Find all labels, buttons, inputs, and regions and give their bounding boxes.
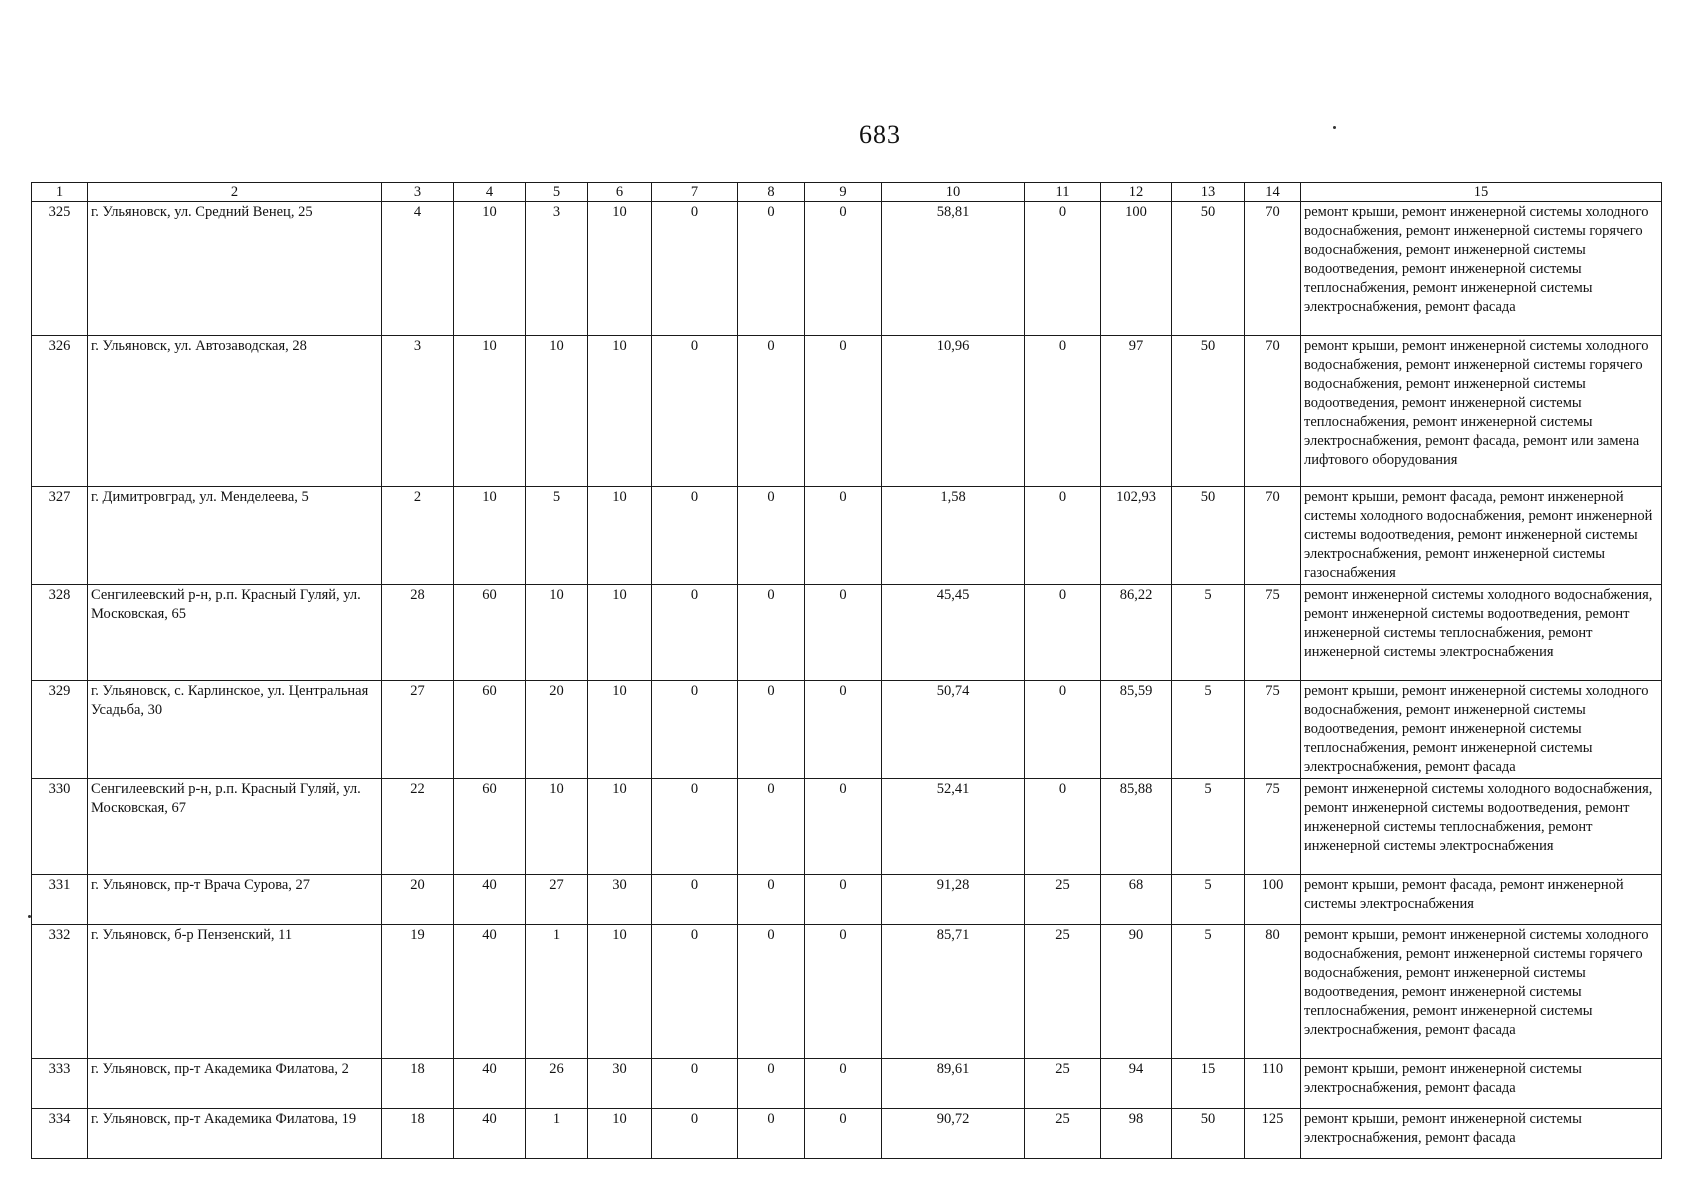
value-cell-11: 25 — [1025, 1059, 1101, 1109]
works-cell: ремонт крыши, ремонт инженерной системы холодного водоснабжения, ремонт инженерной системы горячего водоснабжения, ремонт инженерной системы водоотведения, ремонт инженерной системы теплоснабжения, ремонт инженерной системы электроснабжения, ремонт фасада — [1301, 925, 1662, 1059]
value-cell-3: 2 — [382, 487, 454, 585]
value-cell-9: 0 — [805, 925, 882, 1059]
value-cell-6: 10 — [588, 336, 652, 487]
column-header-11: 11 — [1025, 183, 1101, 202]
value-cell-4: 60 — [454, 681, 526, 779]
row-number-cell: 326 — [32, 336, 88, 487]
row-number-cell: 332 — [32, 925, 88, 1059]
row-number-cell: 334 — [32, 1109, 88, 1159]
value-cell-8: 0 — [738, 487, 805, 585]
works-cell: ремонт крыши, ремонт инженерной системы электроснабжения, ремонт фасада — [1301, 1059, 1662, 1109]
value-cell-7: 0 — [652, 202, 738, 336]
value-cell-7: 0 — [652, 585, 738, 681]
address-cell: Сенгилеевский р-н, р.п. Красный Гуляй, ул. Московская, 67 — [88, 779, 382, 875]
column-header-2: 2 — [88, 183, 382, 202]
value-cell-3: 18 — [382, 1059, 454, 1109]
header-row — [32, 183, 1662, 202]
value-cell-4: 10 — [454, 336, 526, 487]
value-cell-12: 97 — [1101, 336, 1172, 487]
row-number-cell: 330 — [32, 779, 88, 875]
address-cell: г. Димитровград, ул. Менделеева, 5 — [88, 487, 382, 585]
value-cell-3: 27 — [382, 681, 454, 779]
value-cell-8: 0 — [738, 336, 805, 487]
value-cell-8: 0 — [738, 1109, 805, 1159]
value-cell-9: 0 — [805, 202, 882, 336]
value-cell-6: 30 — [588, 875, 652, 925]
value-cell-10: 52,41 — [882, 779, 1025, 875]
value-cell-4: 10 — [454, 202, 526, 336]
value-cell-4: 60 — [454, 585, 526, 681]
column-header-10: 10 — [882, 183, 1025, 202]
value-cell-10: 45,45 — [882, 585, 1025, 681]
row-number-cell: 328 — [32, 585, 88, 681]
value-cell-3: 19 — [382, 925, 454, 1059]
value-cell-5: 1 — [526, 925, 588, 1059]
value-cell-4: 40 — [454, 1109, 526, 1159]
value-cell-4: 10 — [454, 487, 526, 585]
value-cell-12: 98 — [1101, 1109, 1172, 1159]
value-cell-5: 26 — [526, 1059, 588, 1109]
address-cell: г. Ульяновск, пр-т Академика Филатова, 19 — [88, 1109, 382, 1159]
value-cell-11: 0 — [1025, 585, 1101, 681]
value-cell-13: 5 — [1172, 925, 1245, 1059]
scan-speck — [1333, 126, 1336, 129]
scan-speck — [28, 915, 31, 918]
address-cell: г. Ульяновск, ул. Автозаводская, 28 — [88, 336, 382, 487]
column-header-9: 9 — [805, 183, 882, 202]
value-cell-9: 0 — [805, 1059, 882, 1109]
value-cell-13: 50 — [1172, 487, 1245, 585]
column-header-15: 15 — [1301, 183, 1662, 202]
value-cell-11: 25 — [1025, 875, 1101, 925]
value-cell-5: 10 — [526, 585, 588, 681]
value-cell-5: 27 — [526, 875, 588, 925]
value-cell-10: 50,74 — [882, 681, 1025, 779]
value-cell-12: 90 — [1101, 925, 1172, 1059]
value-cell-14: 70 — [1245, 487, 1301, 585]
value-cell-10: 10,96 — [882, 336, 1025, 487]
address-cell: г. Ульяновск, пр-т Академика Филатова, 2 — [88, 1059, 382, 1109]
address-cell: Сенгилеевский р-н, р.п. Красный Гуляй, ул. Московская, 65 — [88, 585, 382, 681]
column-header-1: 1 — [32, 183, 88, 202]
column-header-14: 14 — [1245, 183, 1301, 202]
value-cell-12: 100 — [1101, 202, 1172, 336]
value-cell-9: 0 — [805, 336, 882, 487]
value-cell-14: 70 — [1245, 202, 1301, 336]
works-cell: ремонт инженерной системы холодного водоснабжения, ремонт инженерной системы водоотведения, ремонт инженерной системы теплоснабжения, ремонт инженерной системы электроснабжения — [1301, 585, 1662, 681]
column-header-4: 4 — [454, 183, 526, 202]
value-cell-11: 0 — [1025, 681, 1101, 779]
value-cell-7: 0 — [652, 1109, 738, 1159]
value-cell-14: 80 — [1245, 925, 1301, 1059]
works-cell: ремонт инженерной системы холодного водоснабжения, ремонт инженерной системы водоотведения, ремонт инженерной системы теплоснабжения, ремонт инженерной системы электроснабжения — [1301, 779, 1662, 875]
value-cell-11: 25 — [1025, 925, 1101, 1059]
value-cell-13: 5 — [1172, 681, 1245, 779]
works-cell: ремонт крыши, ремонт инженерной системы холодного водоснабжения, ремонт инженерной системы горячего водоснабжения, ремонт инженерной системы водоотведения, ремонт инженерной системы теплоснабжения, ремонт инженерной системы электроснабжения, ремонт фасада — [1301, 202, 1662, 336]
value-cell-9: 0 — [805, 487, 882, 585]
value-cell-7: 0 — [652, 681, 738, 779]
value-cell-5: 5 — [526, 487, 588, 585]
value-cell-11: 0 — [1025, 202, 1101, 336]
works-cell: ремонт крыши, ремонт инженерной системы электроснабжения, ремонт фасада — [1301, 1109, 1662, 1159]
address-cell: г. Ульяновск, пр-т Врача Сурова, 27 — [88, 875, 382, 925]
value-cell-13: 50 — [1172, 202, 1245, 336]
value-cell-11: 0 — [1025, 487, 1101, 585]
table-row — [32, 875, 1662, 925]
value-cell-6: 10 — [588, 585, 652, 681]
value-cell-5: 10 — [526, 779, 588, 875]
value-cell-11: 0 — [1025, 336, 1101, 487]
value-cell-9: 0 — [805, 875, 882, 925]
value-cell-12: 68 — [1101, 875, 1172, 925]
row-number-cell: 327 — [32, 487, 88, 585]
value-cell-14: 100 — [1245, 875, 1301, 925]
table-row — [32, 487, 1662, 585]
value-cell-3: 22 — [382, 779, 454, 875]
value-cell-14: 70 — [1245, 336, 1301, 487]
value-cell-10: 58,81 — [882, 202, 1025, 336]
page-number: 683 — [859, 120, 901, 149]
works-cell: ремонт крыши, ремонт фасада, ремонт инженерной системы электроснабжения — [1301, 875, 1662, 925]
value-cell-6: 10 — [588, 1109, 652, 1159]
value-cell-12: 85,59 — [1101, 681, 1172, 779]
row-number-cell: 325 — [32, 202, 88, 336]
value-cell-11: 25 — [1025, 1109, 1101, 1159]
address-cell: г. Ульяновск, б-р Пензенский, 11 — [88, 925, 382, 1059]
table-row — [32, 681, 1662, 779]
value-cell-5: 1 — [526, 1109, 588, 1159]
works-cell: ремонт крыши, ремонт инженерной системы холодного водоснабжения, ремонт инженерной системы горячего водоснабжения, ремонт инженерной системы водоотведения, ремонт инженерной системы теплоснабжения, ремонт инженерной системы электроснабжения, ремонт фасада, ремонт или замена лифтового оборудования — [1301, 336, 1662, 487]
column-header-5: 5 — [526, 183, 588, 202]
value-cell-9: 0 — [805, 681, 882, 779]
value-cell-7: 0 — [652, 1059, 738, 1109]
value-cell-10: 89,61 — [882, 1059, 1025, 1109]
value-cell-7: 0 — [652, 875, 738, 925]
value-cell-13: 5 — [1172, 585, 1245, 681]
value-cell-12: 85,88 — [1101, 779, 1172, 875]
column-header-13: 13 — [1172, 183, 1245, 202]
value-cell-13: 5 — [1172, 875, 1245, 925]
value-cell-14: 75 — [1245, 681, 1301, 779]
address-cell: г. Ульяновск, с. Карлинское, ул. Центральная Усадьба, 30 — [88, 681, 382, 779]
row-number-cell: 333 — [32, 1059, 88, 1109]
value-cell-3: 28 — [382, 585, 454, 681]
column-header-12: 12 — [1101, 183, 1172, 202]
value-cell-13: 50 — [1172, 336, 1245, 487]
value-cell-4: 60 — [454, 779, 526, 875]
works-cell: ремонт крыши, ремонт инженерной системы холодного водоснабжения, ремонт инженерной системы водоотведения, ремонт инженерной системы теплоснабжения, ремонт инженерной системы электроснабжения, ремонт фасада — [1301, 681, 1662, 779]
value-cell-4: 40 — [454, 875, 526, 925]
address-cell: г. Ульяновск, ул. Средний Венец, 25 — [88, 202, 382, 336]
column-header-7: 7 — [652, 183, 738, 202]
value-cell-3: 4 — [382, 202, 454, 336]
data-table — [31, 182, 1662, 1159]
column-header-6: 6 — [588, 183, 652, 202]
value-cell-11: 0 — [1025, 779, 1101, 875]
value-cell-3: 20 — [382, 875, 454, 925]
table-row — [32, 925, 1662, 1059]
value-cell-14: 125 — [1245, 1109, 1301, 1159]
value-cell-4: 40 — [454, 1059, 526, 1109]
table-row — [32, 1109, 1662, 1159]
value-cell-9: 0 — [805, 1109, 882, 1159]
value-cell-8: 0 — [738, 681, 805, 779]
value-cell-10: 1,58 — [882, 487, 1025, 585]
column-header-8: 8 — [738, 183, 805, 202]
table-row — [32, 585, 1662, 681]
value-cell-6: 10 — [588, 779, 652, 875]
value-cell-8: 0 — [738, 925, 805, 1059]
value-cell-12: 102,93 — [1101, 487, 1172, 585]
value-cell-8: 0 — [738, 875, 805, 925]
row-number-cell: 331 — [32, 875, 88, 925]
column-header-3: 3 — [382, 183, 454, 202]
value-cell-5: 20 — [526, 681, 588, 779]
value-cell-9: 0 — [805, 585, 882, 681]
table-row — [32, 1059, 1662, 1109]
value-cell-8: 0 — [738, 1059, 805, 1109]
value-cell-13: 50 — [1172, 1109, 1245, 1159]
value-cell-4: 40 — [454, 925, 526, 1059]
value-cell-14: 75 — [1245, 585, 1301, 681]
value-cell-8: 0 — [738, 585, 805, 681]
table-row — [32, 202, 1662, 336]
value-cell-8: 0 — [738, 779, 805, 875]
value-cell-7: 0 — [652, 336, 738, 487]
value-cell-5: 10 — [526, 336, 588, 487]
value-cell-10: 91,28 — [882, 875, 1025, 925]
value-cell-12: 86,22 — [1101, 585, 1172, 681]
value-cell-5: 3 — [526, 202, 588, 336]
value-cell-7: 0 — [652, 925, 738, 1059]
value-cell-13: 5 — [1172, 779, 1245, 875]
value-cell-14: 110 — [1245, 1059, 1301, 1109]
value-cell-7: 0 — [652, 779, 738, 875]
works-cell: ремонт крыши, ремонт фасада, ремонт инженерной системы холодного водоснабжения, ремонт инженерной системы водоотведения, ремонт инженерной системы электроснабжения, ремонт инженерной системы газоснабжения — [1301, 487, 1662, 585]
value-cell-6: 10 — [588, 925, 652, 1059]
row-number-cell: 329 — [32, 681, 88, 779]
value-cell-3: 3 — [382, 336, 454, 487]
table-row — [32, 779, 1662, 875]
value-cell-7: 0 — [652, 487, 738, 585]
value-cell-6: 10 — [588, 202, 652, 336]
value-cell-10: 90,72 — [882, 1109, 1025, 1159]
value-cell-6: 10 — [588, 487, 652, 585]
value-cell-10: 85,71 — [882, 925, 1025, 1059]
table-row — [32, 336, 1662, 487]
value-cell-6: 10 — [588, 681, 652, 779]
value-cell-9: 0 — [805, 779, 882, 875]
value-cell-3: 18 — [382, 1109, 454, 1159]
value-cell-6: 30 — [588, 1059, 652, 1109]
value-cell-8: 0 — [738, 202, 805, 336]
value-cell-12: 94 — [1101, 1059, 1172, 1109]
value-cell-14: 75 — [1245, 779, 1301, 875]
value-cell-13: 15 — [1172, 1059, 1245, 1109]
